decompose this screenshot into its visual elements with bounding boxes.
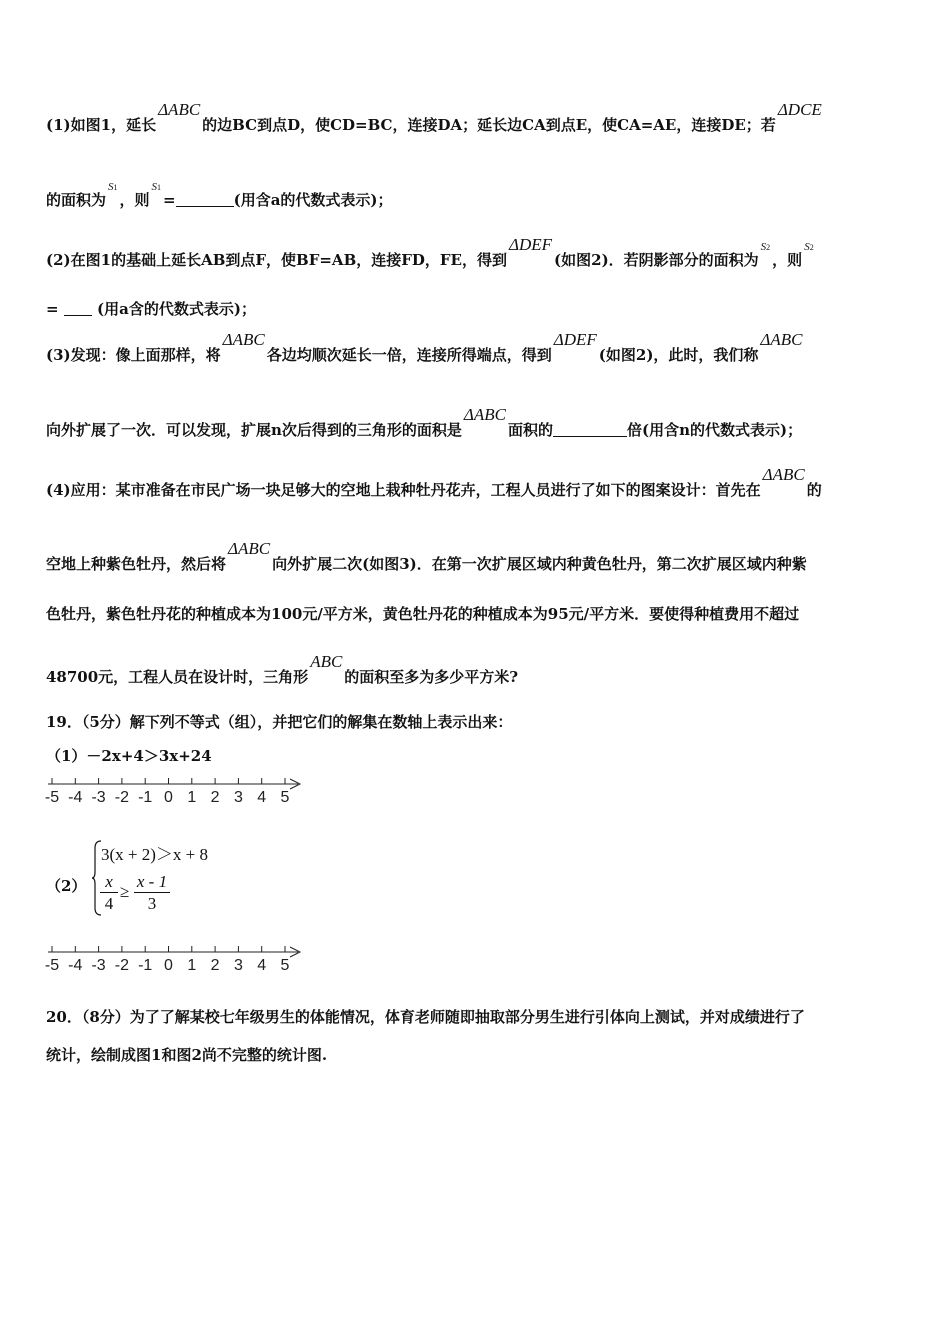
p4-line1 [46,465,910,500]
tick-label: -3 [91,789,106,806]
tick-label: -5 [44,957,60,974]
text: 各边均顺次延长一倍，连接所得端点，得到 [266,346,552,364]
math-triangle-abc: ΔABC [762,465,805,484]
number-line-1 [44,774,304,810]
math-triangle-abc: ΔABC [463,405,507,424]
denominator: 4 [104,894,114,913]
math-s1 [152,181,162,193]
math-s2 [804,241,814,253]
text: 48700元，工程人员在设计时，三角形 [46,668,309,686]
q20-line1: 20．（8分）为了了解某校七年级男生的体能情况，体育老师随即抽取部分男生进行引体向上测试，并对成绩进行了 [46,1008,805,1026]
text: 倍(用含n的代数式表示)； [627,421,803,439]
number-line-2 [44,942,304,978]
tick-label: 4 [257,789,267,806]
q19-title: 19．（5分）解下列不等式（组），并把它们的解集在数轴上表示出来： [46,713,513,731]
tick-label: 3 [233,789,243,806]
text: = [163,191,176,209]
math-triangle-abc: ΔABC [158,100,201,119]
p4-line2 [46,539,910,574]
tick-labels [45,957,290,974]
text: (如图2)，此时，我们称 [598,346,759,364]
text: 的边BC到点D，使CD=BC，连接DA；延长边CA到点E，使CA=AE，连接DE；若 [202,116,776,134]
number-line-svg [44,942,304,974]
math-s2 [761,241,771,253]
answer-blank[interactable] [64,301,92,316]
text: 面积的 [508,421,554,439]
numerator: x [100,872,118,893]
s-letter: S [108,181,114,193]
tick-label: 5 [280,957,290,974]
s-letter: S [804,241,810,253]
text: ，则 [119,191,150,209]
answer-blank[interactable] [553,422,627,437]
text: (如图2)．若阴影部分的面积为 [554,251,759,269]
text: (用含a的代数式表示)； [233,191,393,209]
math-triangle-abc: ΔABC [228,539,271,558]
math-triangle-def: ΔDEF [509,235,553,254]
inequality-1: 3(x + 2)＞x + 8 [101,845,208,864]
tick-label: -1 [138,957,153,974]
text: 的面积至多为多少平方米? [344,668,519,686]
math-triangle-dce: ΔDCE [777,100,822,119]
tick-label: 5 [280,789,290,806]
p3-line1 [46,330,910,365]
tick-labels [45,789,290,806]
text: 向外扩展了一次．可以发现，扩展n次后得到的三角形的面积是 [46,421,462,439]
inequality-system [92,838,232,918]
p1-line2 [46,181,910,213]
tick-label: -2 [114,957,130,974]
text: 空地上种紫色牡丹，然后将 [46,555,227,573]
text: (用a含的代数式表示)； [97,300,256,318]
q19-part1: （1）－2x+4＞3x+24 [46,747,212,765]
geq-sign: ≥ [120,882,130,901]
text: (1)如图1，延长 [46,116,157,134]
p2-line2 [46,299,910,319]
tick-label: -5 [44,789,60,806]
math-triangle-def: ΔDEF [553,330,597,349]
text: 向外扩展二次(如图3)．在第一次扩展区域内种黄色牡丹，第二次扩展区域内种紫 [272,555,807,573]
answer-blank[interactable] [176,192,234,207]
ticks [52,778,285,784]
tick-label: 4 [257,957,267,974]
tick-label: 1 [187,957,197,974]
denominator: 3 [147,894,157,913]
tick-label: -2 [114,789,130,806]
math-triangle-abc: ΔABC [760,330,803,349]
text: (4)应用：某市准备在市民广场一块足够大的空地上栽种牡丹花卉，工程人员进行了如下的图案设计：首先在 [46,481,761,499]
math-triangle-abc: ΔABC [222,330,265,349]
tick-label: -4 [68,789,83,806]
text: = [46,300,59,318]
s-index: 1 [157,183,162,192]
q20-line2: 统计，绘制成图1和图2尚不完整的统计图. [46,1046,328,1064]
p4-line3 [46,604,910,624]
fraction-x-minus-1-over-3 [134,872,170,915]
text: 的面积为 [46,191,107,209]
tick-label: 1 [187,789,197,806]
tick-label: -3 [91,957,106,974]
tick-label: 2 [210,789,220,806]
text: ，则 [772,251,803,269]
s-letter: S [151,181,158,193]
numerator: x - 1 [134,872,170,893]
tick-label: 0 [164,789,173,806]
s-index: 2 [809,243,814,252]
p1-line1 [46,100,910,135]
text: 色牡丹，紫色牡丹花的种植成本为100元/平方米，黄色牡丹花的种植成本为95元/平方米．要使得种植费用不超过 [46,605,800,623]
text: (3)发现：像上面那样，将 [46,346,221,364]
text: (2)在图1的基础上延长AB到点F，使BF=AB，连接FD，FE，得到 [46,251,507,269]
math-s1 [108,181,118,193]
ticks [52,946,285,952]
q19-part2: （2） [46,877,87,895]
tick-label: 3 [233,957,243,974]
tick-label: -4 [68,957,83,974]
tick-label: 0 [164,957,173,974]
tick-label: 2 [210,957,220,974]
p4-line4 [46,652,910,687]
s-letter: S [760,241,767,253]
p2-line1 [46,235,910,273]
text: 的 [806,481,822,499]
math-abc: ABC [310,652,343,671]
s-index: 2 [766,243,771,252]
tick-label: -1 [138,789,153,806]
p3-line2 [46,405,910,440]
number-line-svg [44,774,304,806]
s-index: 1 [113,183,118,192]
fraction-x-over-4 [100,872,118,915]
